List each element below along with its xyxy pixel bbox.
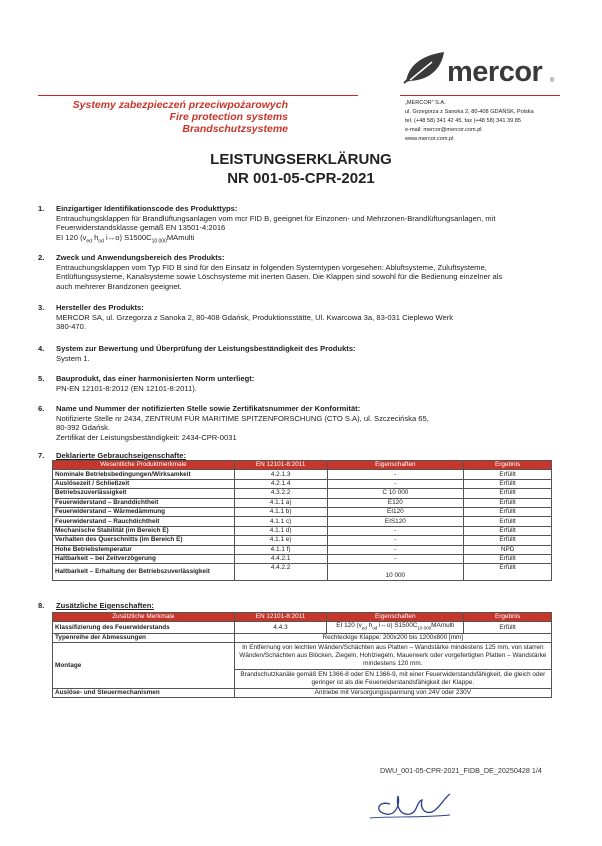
section-number: 1. <box>38 204 45 213</box>
cell-feature: Haltbarkeit – bei Zeitverzögerung <box>53 554 235 563</box>
cell-feature: Feuerwiderstand – Branddichtheit <box>53 498 235 507</box>
cell-property: 10 000 <box>327 564 464 581</box>
section-heading: Zweck und Anwendungsbereich des Produkts: <box>56 253 225 262</box>
cell-feature: Haltbarkeit – Erhaltung der Betriebszuverlässigkeit <box>53 564 235 581</box>
cell-property: - <box>327 479 464 488</box>
table-row <box>53 554 552 563</box>
table-row <box>53 622 552 633</box>
table-row <box>53 489 552 498</box>
cell-standard: 4.1.1 b) <box>234 507 327 516</box>
cell-montage-walls: In Entfernung von leichten Wänden/Schächten aus Platten – Wandstärke mindestens 125 mm, von starren Wänden/Schächten aus Blöcken, Ziegeln, Hohlziegeln, Mauerwerk oder vorgefertigten Platten – Wandstärke mindestens 120 mm. <box>234 643 551 670</box>
table-row <box>53 643 552 670</box>
column-header: Eigenschaften <box>327 613 464 622</box>
section-heading: Deklarierte Gebrauchseigenschafte: <box>56 451 186 460</box>
cell-property: EI 120 ($v_{ed}$ $h_{od}$ i↔o) $S1500C_{10 000}MAmulti$ <box>327 622 464 633</box>
column-header: EN 12101-8:2011 <box>234 613 327 622</box>
cell-property: - <box>327 470 464 479</box>
table-row <box>53 564 552 581</box>
section-number: 7. <box>38 451 45 460</box>
column-header: EN 12101-8:2011 <box>234 461 327 470</box>
section-6 <box>38 404 563 442</box>
cell-property: C 10 000 <box>327 489 464 498</box>
section-2 <box>38 253 563 291</box>
cell-standard: 4.1.1 c) <box>234 517 327 526</box>
cell-feature: Klassifizierung des Feuerwiderstands <box>53 622 235 633</box>
section-heading: Bauprodukt, das einer harmonisierten Norm unterliegt: <box>56 374 255 383</box>
section-heading: Einzigartiger Identifikationscode des Produkttyps: <box>56 204 238 213</box>
cell-standard: 4.3.2.2 <box>234 489 327 498</box>
section-5 <box>38 374 563 393</box>
section-line: Notifizierte Stelle nr 2434, ZENTRUM FÜR MARITIME SPITZENFORSCHUNG (CTO S.A), ul. Szczecińska 65, <box>56 413 429 423</box>
section-line: Entrauchungsklappen für Brandlüftungsanlagen vom mcr FID B, geeignet für Einzonen- und Mehrzonen-Brandlüftungsanlagen, mit <box>56 213 496 223</box>
column-header: Ergebnis <box>464 613 552 622</box>
section-3 <box>38 303 563 332</box>
section-number: 6. <box>38 404 45 413</box>
cell-result: Erfüllt <box>464 517 552 526</box>
section-number: 4. <box>38 344 45 353</box>
section-line: auch mehrerer Brandzonen geeignet. <box>56 281 182 291</box>
cell-property: - <box>327 545 464 554</box>
cell-standard: 4.4.3 <box>234 622 327 633</box>
section-line: Entlüftungssysteme, Kanalsysteme sowie Löschsysteme mit inerten Gasen. Die Klappen sind sowohl für die Bedienung einzelner als <box>56 272 503 282</box>
declared-properties-table <box>52 460 552 581</box>
cell-dimensions: Rechteckige Klappe: 200x200 bis 1200x800 [mm] <box>234 633 551 642</box>
table-row <box>53 633 552 642</box>
section-heading: Zusätzliche Eigenschaften: <box>56 601 154 610</box>
cell-feature: Betriebszuverlässigkeit <box>53 489 235 498</box>
section-heading: System zur Bewertung und Überprüfung der Leistungsbeständigkeit des Produkts: <box>56 344 356 353</box>
table-row <box>53 689 552 698</box>
cell-property: - <box>327 526 464 535</box>
section-line: Entrauchungsklappen vom Typ FID B sind für den Einsatz in folgenden Systemtypen vorgesehen: Abluftsysteme, Zuluftsysteme, <box>56 262 487 272</box>
tagline-en: Fire protection systems <box>169 111 288 123</box>
cell-feature: Auslöse- und Steuermechanismen <box>53 689 235 698</box>
cell-result: Erfüllt <box>464 554 552 563</box>
cell-feature: Auslösezeit / Schließzeit <box>53 479 235 488</box>
column-header: Wesentliche Produktmerkmale <box>53 461 235 470</box>
table-row <box>53 507 552 516</box>
table-row <box>53 479 552 488</box>
cell-result: Erfüllt <box>464 470 552 479</box>
table-row <box>53 470 552 479</box>
document-number: NR 001-05-CPR-2021 <box>227 170 375 187</box>
section-number: 3. <box>38 303 45 312</box>
section-heading: Hersteller des Produkts: <box>56 303 144 312</box>
classification-line: EI 120 ($v_{ed}$ $h_{od}$ i↔o) $S1500C_{10 000}MAmulti$ <box>56 232 195 245</box>
table-row <box>53 536 552 545</box>
table-header-row <box>53 613 552 622</box>
section-line: Feuerwiderstandsklasse gemäß EN 13501-4:2016 <box>56 223 226 233</box>
cell-standard: 4.1.1 a) <box>234 498 327 507</box>
cell-result: Erfüllt <box>464 622 552 633</box>
section-number: 8. <box>38 601 45 610</box>
tagline-de: Brandschutzsysteme <box>182 123 288 135</box>
cell-result: NPD <box>464 545 552 554</box>
cell-standard: 4.2.1.4 <box>234 479 327 488</box>
section-number: 2. <box>38 253 45 262</box>
company-phone: tel. (+48 58) 341 42 45, fax (+48 58) 341 39 85 <box>405 118 521 124</box>
cell-property: E120 <box>327 498 464 507</box>
cell-feature: Feuerwiderstand – Rauchdichtheit <box>53 517 235 526</box>
section-line: 380-470. <box>56 322 86 332</box>
section-number: 5. <box>38 374 45 383</box>
cell-result: Erfüllt <box>464 526 552 535</box>
section-line: System 1. <box>56 353 90 363</box>
header-divider-right <box>400 95 560 96</box>
cell-result: Erfüllt <box>464 479 552 488</box>
column-header: Eigenschaften <box>327 461 464 470</box>
cell-result: Erfüllt <box>464 564 552 581</box>
table-row <box>53 498 552 507</box>
document-reference: DWU_001-05-CPR-2021_FIDB_DE_20250428 1/4 <box>380 766 542 775</box>
company-address: ul. Grzegorza z Sanoka 2, 80-408 GDAŃSK, Polska <box>405 109 534 115</box>
section-line: 80-392 Gdańsk. <box>56 423 111 433</box>
cell-montage-ducts: Brandschutzkanäle gemäß EN 1366-8 oder EN 1366-9, mit einer Feuerwiderstandsfähigkeit, die gleich oder geringer ist als die Feuerwiderstandsfähigkeit der Klappe. <box>234 670 551 689</box>
header-divider-left <box>38 95 358 96</box>
table-row <box>53 545 552 554</box>
cell-standard: 4.1.1 e) <box>234 536 327 545</box>
table-header-row <box>53 461 552 470</box>
mercor-leaf-logo-icon <box>402 50 446 84</box>
company-name: „MERCOR” S.A. <box>405 100 446 106</box>
cell-property: EIS120 <box>327 517 464 526</box>
table-row <box>53 517 552 526</box>
column-header: Ergebnis <box>464 461 552 470</box>
cell-standard: 4.4.2.1 <box>234 554 327 563</box>
cell-mechanisms: Antriebe mit Versorgungsspannung von 24V oder 230V <box>234 689 551 698</box>
section-8 <box>38 601 563 611</box>
section-1 <box>38 204 563 247</box>
brand-logo-text: mercor <box>447 56 543 88</box>
cell-result: Erfüllt <box>464 507 552 516</box>
cell-feature: Nominale Betriebsbedingungen/Wirksamkeit <box>53 470 235 479</box>
cell-result: Erfüllt <box>464 498 552 507</box>
cell-property: - <box>327 554 464 563</box>
registered-mark: ® <box>550 78 555 84</box>
table-row <box>53 526 552 535</box>
cell-feature: Typenreihe der Abmessungen <box>53 633 235 642</box>
additional-properties-table <box>52 612 552 698</box>
column-header: Zusätzliche Merkmale <box>53 613 235 622</box>
company-email[interactable]: e-mail: mercor@mercor.com.pl <box>405 127 482 133</box>
cell-property: - <box>327 536 464 545</box>
cell-feature: Hohe Betriebstemperatur <box>53 545 235 554</box>
cell-feature: Mechanische Stabilität (im Bereich E) <box>53 526 235 535</box>
company-website[interactable]: www.mercor.com.pl <box>405 136 454 142</box>
cell-standard: 4.1.1 d) <box>234 526 327 535</box>
section-line: Zertifikat der Leistungsbeständigkeit: 2434-CPR-0031 <box>56 432 237 442</box>
section-line: MERCOR SA, ul. Grzegorza z Sanoka 2, 80-408 Gdańsk, Produktionsstätte, Ul. Kwarcowa 3a, 83-031 Cieplewo Werk <box>56 312 454 322</box>
cell-standard: 4.2.1.3 <box>234 470 327 479</box>
cell-result: Erfüllt <box>464 489 552 498</box>
tagline-pl: Systemy zabezpieczeń przeciwpożarowych <box>72 99 288 111</box>
signature-icon <box>360 782 460 822</box>
cell-feature: Verhalten des Querschnitts (im Bereich E) <box>53 536 235 545</box>
cell-property: EI120 <box>327 507 464 516</box>
cell-feature: Feuerwiderstand – Wärmedämmung <box>53 507 235 516</box>
section-heading: Name und Nummer der notifizierten Stelle sowie Zertifikatsnummer der Konformität: <box>56 404 361 413</box>
cell-result: Erfüllt <box>464 536 552 545</box>
section-4 <box>38 344 563 363</box>
cell-standard: 4.4.2.2 <box>234 564 327 581</box>
document-title: LEISTUNGSERKLÄRUNG <box>210 151 392 168</box>
cell-feature: Montage <box>53 643 235 689</box>
section-line: PN-EN 12101-8:2012 (EN 12101-8:2011). <box>56 383 197 393</box>
cell-standard: 4.1.1 f) <box>234 545 327 554</box>
